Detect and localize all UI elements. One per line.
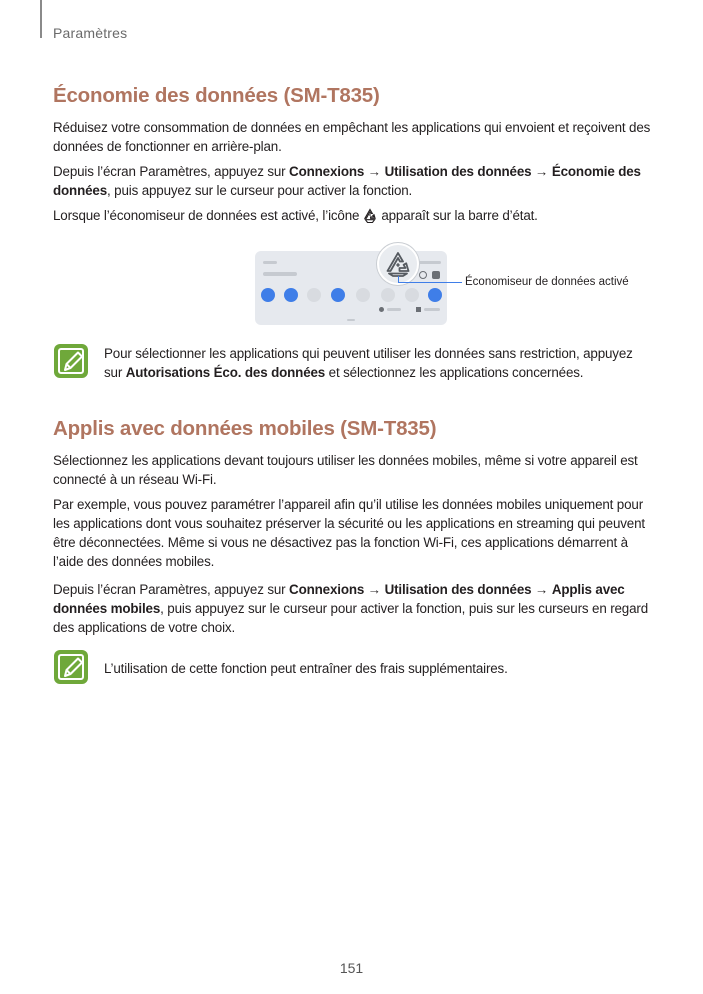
header-rule [40,0,42,38]
running-head: Paramètres [53,25,128,41]
devices-label [424,308,440,311]
flashlight-icon [381,288,395,302]
bluetooth-icon [307,288,321,302]
note-icon [53,343,89,379]
paragraph: Sélectionnez les applications devant toujours utiliser les données mobiles, même si votre appareil est connecté à un réseau Wi-Fi. [53,453,638,487]
power-icon [419,271,427,279]
sound-icon [284,288,298,302]
paragraph: Depuis l’écran Paramètres, appuyez sur Connexions → Utilisation des données → Applis avec données mobiles, puis appuyez sur le curseur pour activer la fonction, puis sur les curseurs en regard des applications de votre choix. [53,582,648,635]
devices-icon [416,307,421,312]
callout-label: Économiseur de données activé [465,276,629,288]
mobile-data-icon [428,288,442,302]
battery-icon [405,288,419,302]
media-icon [379,307,384,312]
media-label [387,308,401,311]
handle [347,319,355,321]
page-number: 151 [339,960,364,976]
gear-icon [432,271,440,279]
paragraph: Lorsque l’économiseur de données est activé, l’icône apparaît sur la barre d’état. [53,206,653,229]
section-title-data-saver: Économie des données (SM-T835) [53,84,380,107]
callout-line [398,282,462,283]
paragraph: Par exemple, vous pouvez paramétrer l’appareil afin qu’il utilise les données mobiles uniquement pour les applications dont vous souhaitez préserver la sécurité ou les applications en streaming qui peuvent être déconnectées. Même si vous ne désactivez pas la fonction Wi-Fi, ces applications démarrent à l’aide des données mobiles. [53,497,645,569]
note-icon [53,649,89,685]
paragraph: Réduisez votre consommation de données en empêchant les applications qui envoient et reçoivent des données de fonctionner en arrière-plan. [53,120,651,154]
paragraph: Depuis l’écran Paramètres, appuyez sur Connexions → Utilisation des données → Économie des données, puis appuyez sur le curseur pour activer la fonction. [53,164,641,198]
status-date [263,272,297,276]
note-text: L’utilisation de cette fonction peut entraîner des frais supplémentaires. [104,661,508,676]
rotation-icon [331,288,345,302]
status-time [263,261,277,264]
wifi-icon [261,288,275,302]
note-text: Pour sélectionner les applications qui peuvent utiliser les données sans restriction, appuyez sur Autorisations Éco. des données et sélectionnez les applications concernées. [104,346,633,380]
airplane-mode-icon [356,288,370,302]
section-title-mobile-data-apps: Applis avec données mobiles (SM-T835) [53,417,437,440]
data-saver-icon [362,208,378,229]
